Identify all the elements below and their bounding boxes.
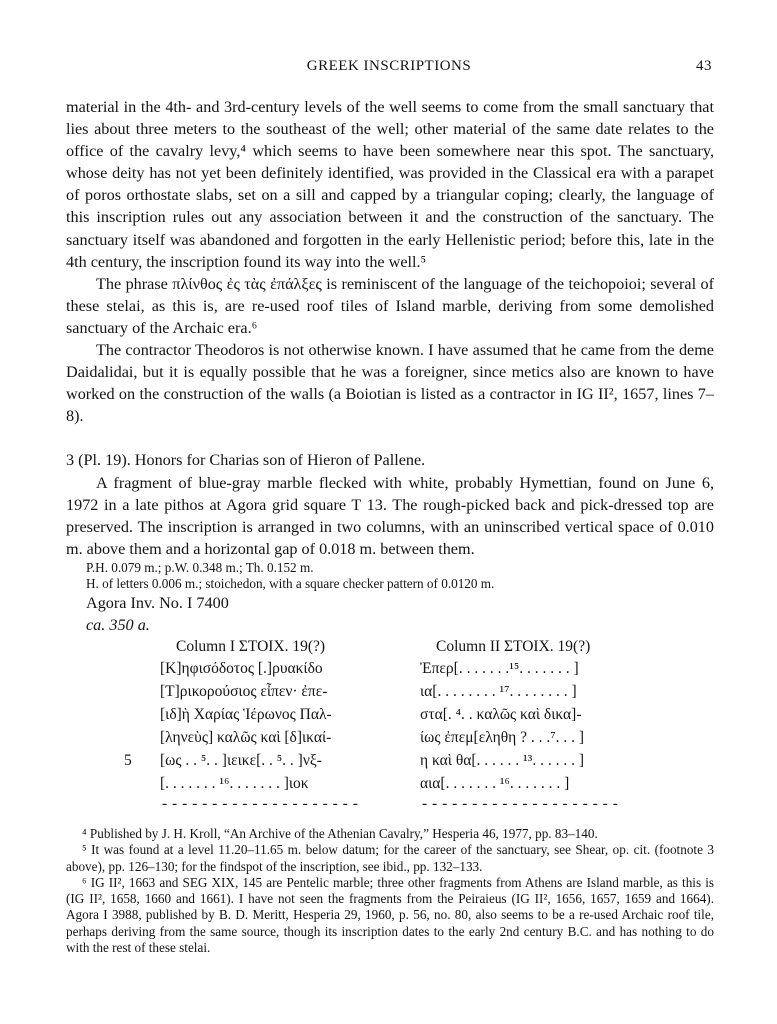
entry-heading: 3 (Pl. 19). Honors for Charias son of Hieron of Pallene. bbox=[66, 451, 426, 470]
inventory-number: Agora Inv. No. I 7400 bbox=[86, 593, 229, 612]
line-number: 5 bbox=[124, 752, 132, 769]
main-text bbox=[66, 96, 714, 636]
paragraph-continued: material in the 4th- and 3rd-century levels of the well seems to come from the small sanctuary that lies about three meters to the southeast of the well; other material of the same date relates to the office of the cavalry levy,⁴ which seems to have been somewhere near this spot. The sanctuary, whose deity has not yet been definitely identified, was provided in the Classical era with a parapet of poros orthostate slabs, set on a sill and capped by a triangular coping; clearly, the language of this inscription rules out any association between it and the construction of the sanctuary. The sanctuary itself was abandoned and forgotten in the early Hellenistic period; before this, late in the 4th century, the inscription found its way into the well.⁵ bbox=[66, 98, 714, 271]
col1-line: [Κ]ηφισόδοτος [.]ρυακίδο bbox=[160, 660, 323, 677]
col1-line: [ως . . ⁵. . ]ιεικε[. . ⁵. . ]νξ- bbox=[160, 752, 322, 769]
running-header bbox=[66, 58, 712, 80]
inscription-text bbox=[66, 638, 714, 818]
paragraph-description: A fragment of blue-gray marble flecked with white, probably Hymettian, found on June 6, 1972 in a late pithos at Agora grid square T 13. The rough-picked back and pick-dressed top are preserved. The inscription is arranged in two columns, with an uninscribed vertical space of 0.010 m. above them and a horizontal gap of 0.018 m. between them. bbox=[66, 473, 714, 558]
col2-line: ίως ἐπεμ[εληθη ? . . .⁷. . . ] bbox=[420, 729, 585, 746]
column-2-heading: Column II ΣΤΟΙΧ. 19(?) bbox=[436, 638, 591, 655]
page-number: 43 bbox=[696, 58, 712, 74]
col1-line: [. . . . . . . ¹⁶. . . . . . . ]ιοκ bbox=[160, 775, 309, 792]
column-1-heading: Column I ΣΤΟΙΧ. 19(?) bbox=[176, 638, 326, 655]
measurements-line: P.H. 0.079 m.; p.W. 0.348 m.; Th. 0.152 m. bbox=[86, 559, 314, 575]
paragraph-contractor: The contractor Theodoros is not otherwise known. I have assumed that he came from the deme Daidalidai, but it is equally possible that he was a foreigner, since metics also are known to have worked on the construction of the walls (a Boiotian is listed as a contractor in IG II², 1657, lines 7–8). bbox=[66, 341, 714, 426]
section-gap bbox=[66, 427, 714, 449]
letters-line: H. of letters 0.006 m.; stoichedon, with a square checker pattern of 0.0120 m. bbox=[86, 575, 495, 591]
footnote-4: ⁴ Published by J. H. Kroll, “An Archive of the Athenian Cavalry,” Hesperia 46, 1977, pp. 83–140. bbox=[82, 826, 598, 841]
col2-line: η καὶ θα[. . . . . . ¹³. . . . . . ] bbox=[420, 752, 584, 769]
column-1-break: - - - - - - - - - - - - - - - - - - - - bbox=[162, 795, 359, 812]
col2-line: αια[. . . . . . . ¹⁶. . . . . . . ] bbox=[420, 775, 570, 792]
column-2-break: - - - - - - - - - - - - - - - - - - - - bbox=[422, 795, 619, 812]
col2-line: στα[. ⁴. . καλῶς καὶ δικα]- bbox=[420, 706, 582, 723]
footnote-6: ⁶ IG II², 1663 and SEG XIX, 145 are Pentelic marble; three other fragments from Athens are Island marble, as this is (IG II², 1658, 1660 and 1661). I have not seen the fragments from the Peiraieus (IG II², 1656, 1657, 1659 and 1664). Agora I 3988, published by B. D. Meritt, Hesperia 29, 1960, p. 56, no. 80, also seems to be a re-used Archaic roof tile, perhaps deriving from the same source, though its inscription dates to the early 2nd century B.C. and has nothing to do with the rest of these stelai. bbox=[66, 874, 714, 956]
footnote-5: ⁵ It was found at a level 11.20–11.65 m. below datum; for the career of the sanctuary, see Shear, op. cit. (footnote 3 above), pp. 126–130; for the findspot of the inscription, see ibid., pp. 132–133. bbox=[66, 842, 714, 874]
paragraph-phrase: The phrase πλίνθος ἐς τὰς ἐπάλξες is reminiscent of the language of the teichopoioi; several of these stelai, as this is, are re-used roof tiles of Island marble, deriving from some demolished sanctuary of the Archaic era.⁶ bbox=[66, 274, 714, 337]
col2-line: ια[. . . . . . . . ¹⁷. . . . . . . . ] bbox=[420, 683, 577, 700]
running-title: GREEK INSCRIPTIONS bbox=[306, 58, 472, 74]
col1-line: [ληνεὺς] καλῶς καὶ [δ]ικαί- bbox=[160, 729, 332, 746]
col2-line: Ἐπερ[. . . . . . .¹⁵. . . . . . . ] bbox=[420, 660, 579, 677]
col1-line: [ιδ]ὴ Χαρίας Ἱέρωνος Παλ- bbox=[160, 706, 332, 723]
footnotes bbox=[66, 826, 714, 956]
inventory-date: ca. 350 a. bbox=[86, 615, 150, 634]
col1-line: [Τ]ρικορούσιος εἶπεν· ἐπε- bbox=[160, 683, 328, 700]
